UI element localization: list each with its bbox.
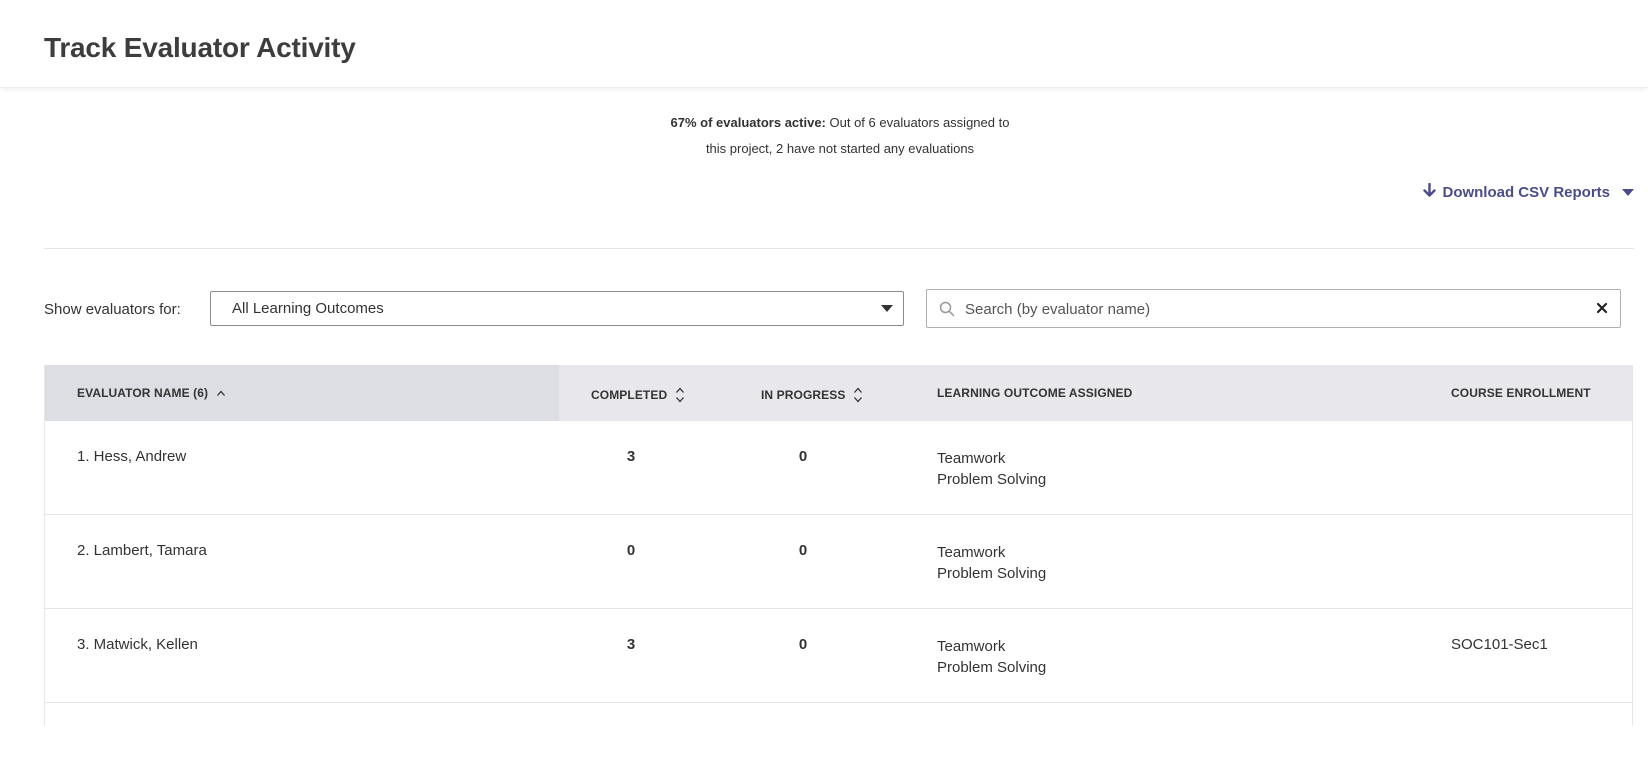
column-header-course-enrollment — [1451, 386, 1591, 400]
column-header-completed[interactable] — [591, 386, 685, 404]
clear-search-icon[interactable] — [1596, 297, 1612, 319]
column-header-in-progress[interactable] — [761, 386, 863, 404]
column-label-learning-outcome: LEARNING OUTCOME ASSIGNED — [937, 386, 1133, 400]
course-enrollment: SOC101-Sec1 — [1451, 636, 1548, 653]
table-row — [45, 609, 1633, 703]
completed-count: 3 — [626, 636, 636, 653]
evaluator-name: 1. Hess, Andrew — [77, 448, 187, 465]
column-header-evaluator-name[interactable] — [77, 386, 226, 400]
outcome-item: Problem Solving — [937, 565, 1047, 582]
summary-active-percent: 67% of evaluators active: — [670, 115, 826, 130]
summary-line-1 — [0, 110, 1648, 136]
sort-toggle-icon — [853, 386, 863, 404]
chevron-down-icon — [881, 305, 893, 312]
table-row — [45, 515, 1633, 609]
download-csv-label: Download CSV Reports — [1442, 183, 1610, 201]
column-label-completed: COMPLETED — [591, 388, 668, 402]
section-divider — [44, 248, 1634, 249]
arrow-down-icon — [1423, 183, 1436, 201]
page-header — [0, 0, 1648, 88]
assigned-outcomes — [937, 448, 1046, 490]
assigned-outcomes — [937, 636, 1046, 678]
evaluator-table — [44, 365, 1633, 725]
page-title: Track Evaluator Activity — [44, 32, 356, 63]
outcome-item: Problem Solving — [937, 659, 1047, 676]
evaluator-name: 3. Matwick, Kellen — [77, 636, 198, 653]
evaluator-name: 2. Lambert, Tamara — [77, 542, 207, 559]
outcome-item: Problem Solving — [937, 471, 1047, 488]
sort-ascending-icon — [216, 389, 226, 397]
in-progress-count: 0 — [798, 636, 808, 653]
in-progress-count: 0 — [798, 542, 808, 559]
search-icon — [939, 301, 955, 322]
table-row — [45, 703, 1633, 725]
column-label-evaluator-name: EVALUATOR NAME (6) — [77, 386, 209, 400]
table-row — [45, 421, 1633, 515]
sort-toggle-icon — [675, 386, 685, 404]
column-label-in-progress: IN PROGRESS — [761, 388, 846, 402]
activity-summary — [0, 110, 1648, 162]
completed-count: 3 — [626, 448, 636, 465]
learning-outcome-selected-value: All Learning Outcomes — [232, 300, 384, 317]
outcome-item: Teamwork — [937, 450, 1006, 467]
caret-down-icon[interactable] — [1622, 189, 1634, 196]
summary-line-1-text: Out of 6 evaluators assigned to — [825, 115, 1010, 130]
assigned-outcomes — [937, 542, 1046, 584]
summary-line-2: this project, 2 have not started any evaluations — [705, 141, 975, 156]
evaluator-search-box[interactable] — [926, 289, 1621, 328]
download-csv-reports-button[interactable] — [1423, 183, 1634, 201]
evaluator-search-input[interactable] — [965, 296, 1585, 322]
outcome-item: Teamwork — [937, 638, 1006, 655]
column-header-learning-outcome — [937, 386, 1132, 400]
filter-label: Show evaluators for: — [44, 301, 181, 318]
outcome-item: Teamwork — [937, 544, 1006, 561]
column-label-course-enrollment: COURSE ENROLLMENT — [1451, 386, 1591, 400]
learning-outcome-select[interactable] — [210, 291, 904, 326]
in-progress-count: 0 — [798, 448, 808, 465]
table-header — [45, 365, 1633, 421]
completed-count: 0 — [626, 542, 636, 559]
